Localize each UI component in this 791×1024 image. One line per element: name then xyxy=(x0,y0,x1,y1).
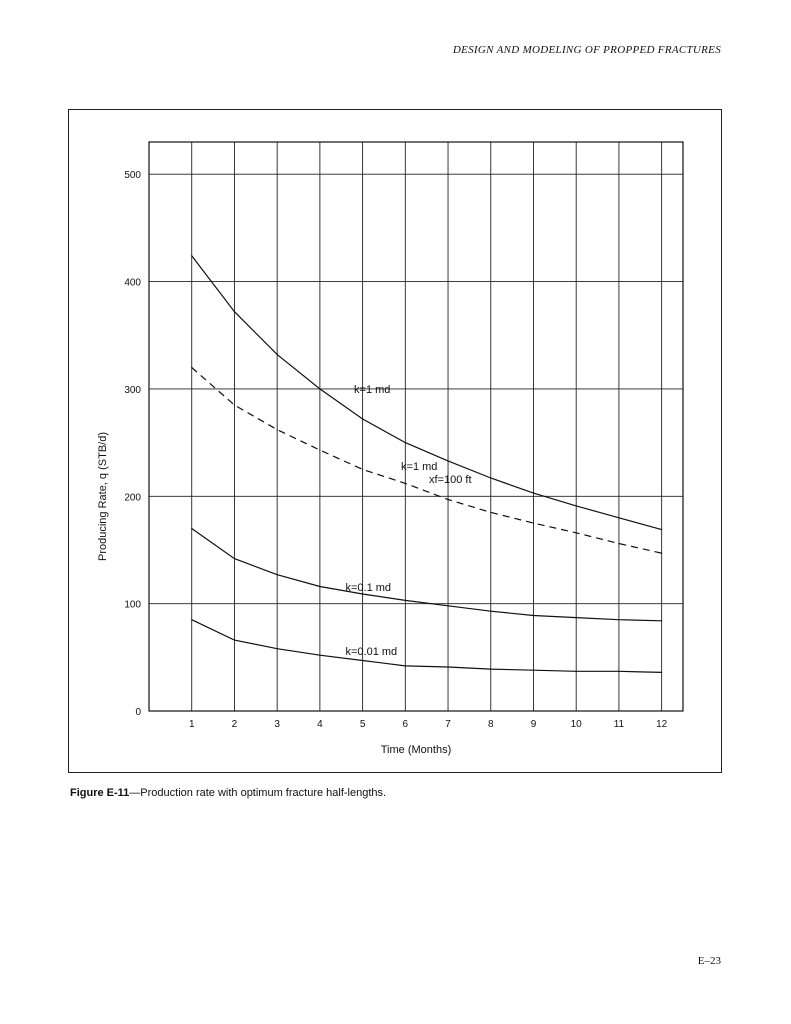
y-tick-label: 100 xyxy=(124,599,141,611)
series-point xyxy=(618,619,619,620)
series-point xyxy=(362,469,363,470)
series-group xyxy=(191,528,662,622)
series-point xyxy=(533,492,534,493)
series-point xyxy=(277,429,278,430)
series-point xyxy=(319,450,320,451)
series-point xyxy=(533,615,534,616)
series-point xyxy=(362,418,363,419)
x-tick-label: 8 xyxy=(487,719,494,730)
series-point xyxy=(447,605,448,606)
x-tick-label: 2 xyxy=(231,719,238,730)
x-tick-label: 12 xyxy=(656,719,668,730)
curve-label: k=1 md xyxy=(401,460,438,473)
series-point xyxy=(405,442,406,443)
series-point xyxy=(277,648,278,649)
series-point xyxy=(576,617,577,618)
series-point xyxy=(490,512,491,513)
y-axis-label xyxy=(97,432,109,561)
x-tick-label: 10 xyxy=(570,719,582,730)
series-point xyxy=(191,528,192,529)
curve-label: k=0.01 md xyxy=(345,646,398,659)
y-tick-label: 200 xyxy=(124,492,141,504)
series-point xyxy=(319,655,320,656)
curve-labels xyxy=(346,384,472,658)
running-head: DESIGN AND MODELING OF PROPPED FRACTURES xyxy=(452,44,721,56)
y-tick-label: 500 xyxy=(124,170,141,182)
series-point xyxy=(405,483,406,484)
series-point xyxy=(618,543,619,544)
series-point xyxy=(234,558,235,559)
series-point xyxy=(277,354,278,355)
series-point xyxy=(191,619,192,620)
series-point xyxy=(234,311,235,312)
series-point xyxy=(234,404,235,405)
x-tick-label: 7 xyxy=(445,719,451,730)
series-point xyxy=(618,671,619,672)
grid-layer xyxy=(149,142,683,711)
x-tick-label: 4 xyxy=(317,719,323,730)
figure-caption-text: —Production rate with optimum fracture half-lengths. xyxy=(129,787,387,799)
series-point xyxy=(490,611,491,612)
x-tick-label: 9 xyxy=(530,719,537,730)
series-point xyxy=(490,669,491,670)
series-point xyxy=(490,477,491,478)
series-point xyxy=(576,505,577,506)
y-tick-label: 300 xyxy=(124,384,141,396)
x-tick-label: 11 xyxy=(613,719,625,730)
series-point xyxy=(661,553,662,554)
curve-label: k=0.1 md xyxy=(345,581,392,594)
series-point xyxy=(661,672,662,673)
figure-caption xyxy=(70,787,386,799)
y-axis-label-prefix: Producing Rate, q (STB/d) xyxy=(97,431,109,562)
plot-area-border xyxy=(149,142,683,711)
figure-caption-label: Figure E-11 xyxy=(70,787,130,799)
x-axis-label: Time (Months) xyxy=(380,744,452,756)
series-point xyxy=(362,660,363,661)
series-point xyxy=(661,529,662,530)
series-point xyxy=(405,600,406,601)
series-point xyxy=(277,574,278,575)
series-point xyxy=(447,666,448,667)
series-point xyxy=(234,640,235,641)
series-point xyxy=(576,671,577,672)
x-tick-label: 3 xyxy=(274,719,280,730)
series-point xyxy=(447,460,448,461)
series-point xyxy=(191,255,192,256)
series-point xyxy=(533,523,534,524)
series-point xyxy=(319,388,320,389)
series-line xyxy=(192,620,662,673)
series-point xyxy=(319,586,320,587)
y-tick-label: 0 xyxy=(135,707,141,718)
series-point xyxy=(447,499,448,500)
series-point xyxy=(191,367,192,368)
series-line xyxy=(192,256,662,530)
series-group xyxy=(191,619,662,673)
series-point xyxy=(576,532,577,533)
y-tick-label: 400 xyxy=(124,277,141,289)
curve-label-line2: xf=100 ft xyxy=(429,473,472,486)
x-tick-label: 1 xyxy=(188,719,195,730)
series-point xyxy=(618,517,619,518)
x-tick-label: 5 xyxy=(359,719,366,730)
x-tick-label: 6 xyxy=(402,719,409,730)
curve-label: k=1 md xyxy=(354,384,391,397)
series-line xyxy=(192,529,662,621)
series-point xyxy=(661,620,662,621)
series-point xyxy=(533,670,534,671)
page-number: E–23 xyxy=(697,955,721,967)
series-point xyxy=(405,665,406,666)
series-group xyxy=(191,255,662,530)
